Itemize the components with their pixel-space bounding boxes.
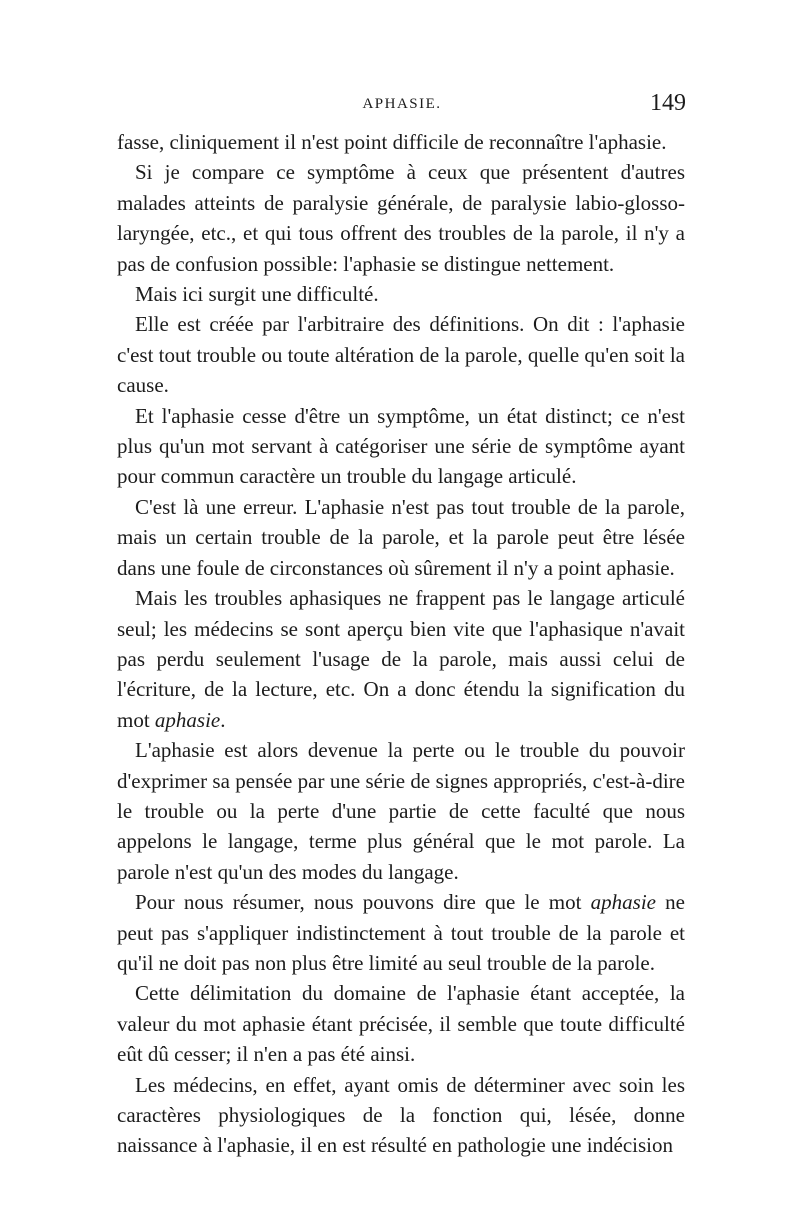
running-head [118,90,686,120]
paragraph-text: ne peut pas s'appliquer indistinctement à tout trouble de la parole et qu'il ne doit pas non plus être limité au seul trouble de la parole. [117,890,686,975]
paragraph: Cette délimitation du domaine de l'aphasie étant acceptée, la valeur du mot aphasie étant précisée, il semble que toute difficulté eût dû cesser; il n'en a pas été ainsi. [117,981,685,1067]
paragraph-text: . [220,707,226,732]
paragraph-text: Pour nous résumer, nous pouvons dire que le mot [135,890,591,915]
paragraph: Elle est créée par l'arbitraire des définitions. On dit : l'aphasie c'est tout trouble ou toute altération de la parole, quelle qu'en soit la cause. [117,312,685,398]
paragraph-text: Mais les troubles aphasiques ne frappent pas le langage articulé seul; les médecins se sont aperçu bien vite que l'aphasique n'avait pas perdu seulement l'usage de la parole, mais aussi celui de l'écriture, de la lecture, etc. On a donc étendu la signification du mot [117,586,685,732]
paragraph: Et l'aphasie cesse d'être un symptôme, un état distinct; ce n'est plus qu'un mot servant à catégoriser une série de symptôme ayant pour commun caractère un trouble du langage articulé. [117,403,685,489]
paragraph [117,583,685,735]
paragraph: fasse, cliniquement il n'est point difficile de reconnaître l'aphasie. [117,130,667,154]
page-number: 149 [650,90,686,116]
body-text [117,127,685,1161]
paragraph: Si je compare ce symptôme à ceux que présentent d'autres malades atteints de paralysie générale, de paralysie labio-glosso-laryngée, etc., et qui tous offrent des troubles de la parole, il n'y a pas de confusion possible: l'aphasie se distingue nettement. [117,160,685,276]
paragraph: L'aphasie est alors devenue la perte ou le trouble du pouvoir d'exprimer sa pensée par une série de signes appropriés, c'est-à-dire le trouble ou la perte d'une partie de cette faculté que nous appelons le langage, terme plus général que le mot parole. La parole n'est qu'un des modes du langage. [117,738,685,884]
paragraph: Les médecins, en effet, ayant omis de déterminer avec soin les caractères physiologiques de la fonction qui, lésée, donne naissance à l'aphasie, il en est résulté en pathologie une indécision [117,1072,685,1158]
italic-term: aphasie [154,707,221,732]
paragraph: C'est là une erreur. L'aphasie n'est pas tout trouble de la parole, mais un certain trouble de la parole, et la parole peut être lésée dans une foule de circonstances où sûrement il n'y a point aphasie. [117,494,685,580]
paragraph [117,887,685,978]
running-title: APHASIE. [362,96,442,112]
italic-term: aphasie [590,890,656,915]
paragraph: Mais ici surgit une difficulté. [135,282,379,307]
